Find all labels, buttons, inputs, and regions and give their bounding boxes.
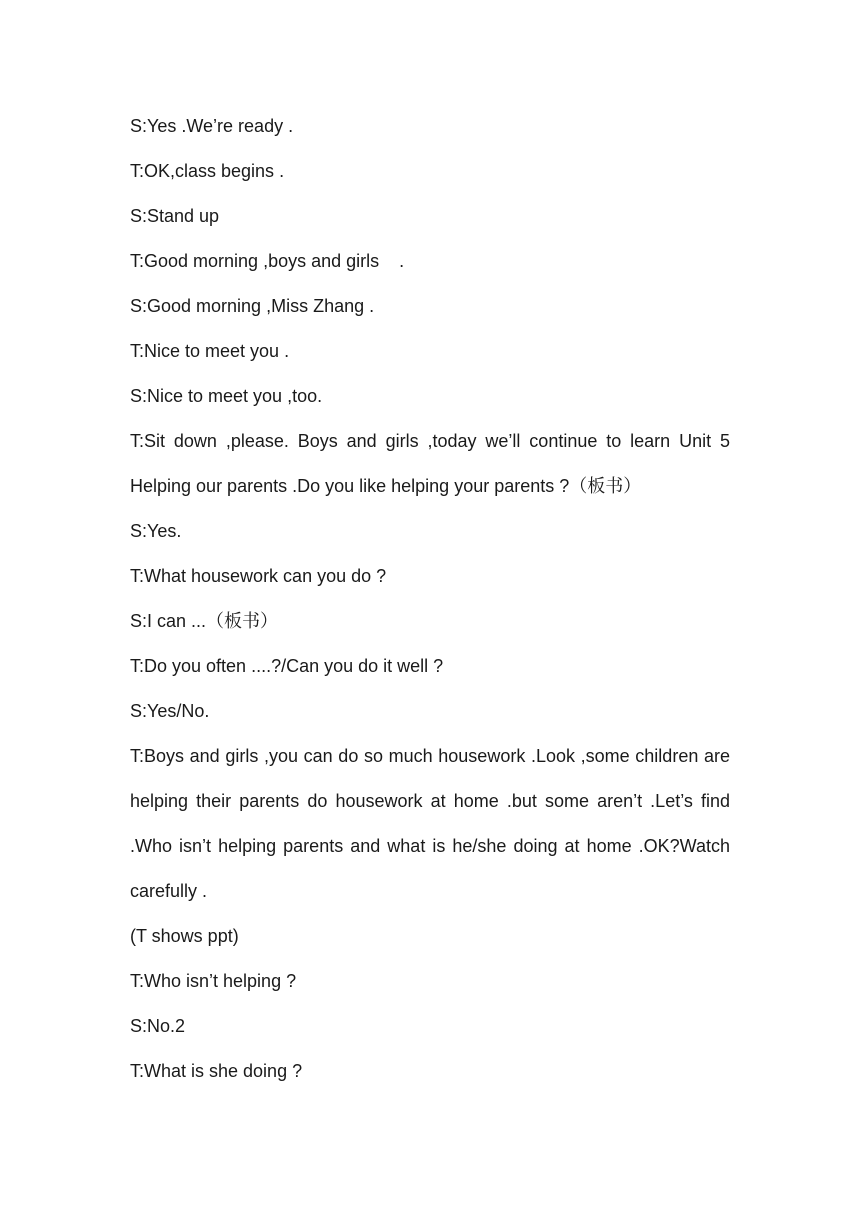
dialogue-line: T:What is she doing ? — [130, 1061, 303, 1081]
dialogue-paragraph: T:Boys and girls ,you can do so much housework .Look ,some children are helping their parents do housework at home .but some aren’t .Let’s find .Who isn’t helping parents and what is he/she doing at home .OK?Watch carefully . — [130, 746, 730, 901]
dialogue-line: S:Nice to meet you ,too. — [130, 386, 323, 406]
dialogue-line: S:Yes/No. — [130, 701, 210, 721]
dialogue-line: T:OK,class begins . — [130, 161, 285, 181]
dialogue-line: T:What housework can you do ? — [130, 566, 387, 586]
dialogue-line: S:No.2 — [130, 1016, 186, 1036]
dialogue-line: S:Good morning ,Miss Zhang . — [130, 296, 375, 316]
dialogue-transcript — [130, 104, 730, 1094]
dialogue-line: T:Who isn’t helping ? — [130, 971, 297, 991]
dialogue-line: (T shows ppt) — [130, 926, 239, 946]
dialogue-line: S:Yes. — [130, 521, 182, 541]
dialogue-line: S:Stand up — [130, 206, 220, 226]
dialogue-line: T:Good morning ,boys and girls . — [130, 251, 405, 271]
dialogue-paragraph: T:Sit down ,please. Boys and girls ,today we’ll continue to learn Unit 5 Helping our parents .Do you like helping your parents ?（板书） — [130, 431, 730, 496]
dialogue-line: S:Yes .We’re ready . — [130, 116, 294, 136]
dialogue-line: T:Do you often ....?/Can you do it well ? — [130, 656, 444, 676]
dialogue-line: T:Nice to meet you . — [130, 341, 290, 361]
dialogue-line: S:I can ...（板书） — [130, 611, 279, 631]
